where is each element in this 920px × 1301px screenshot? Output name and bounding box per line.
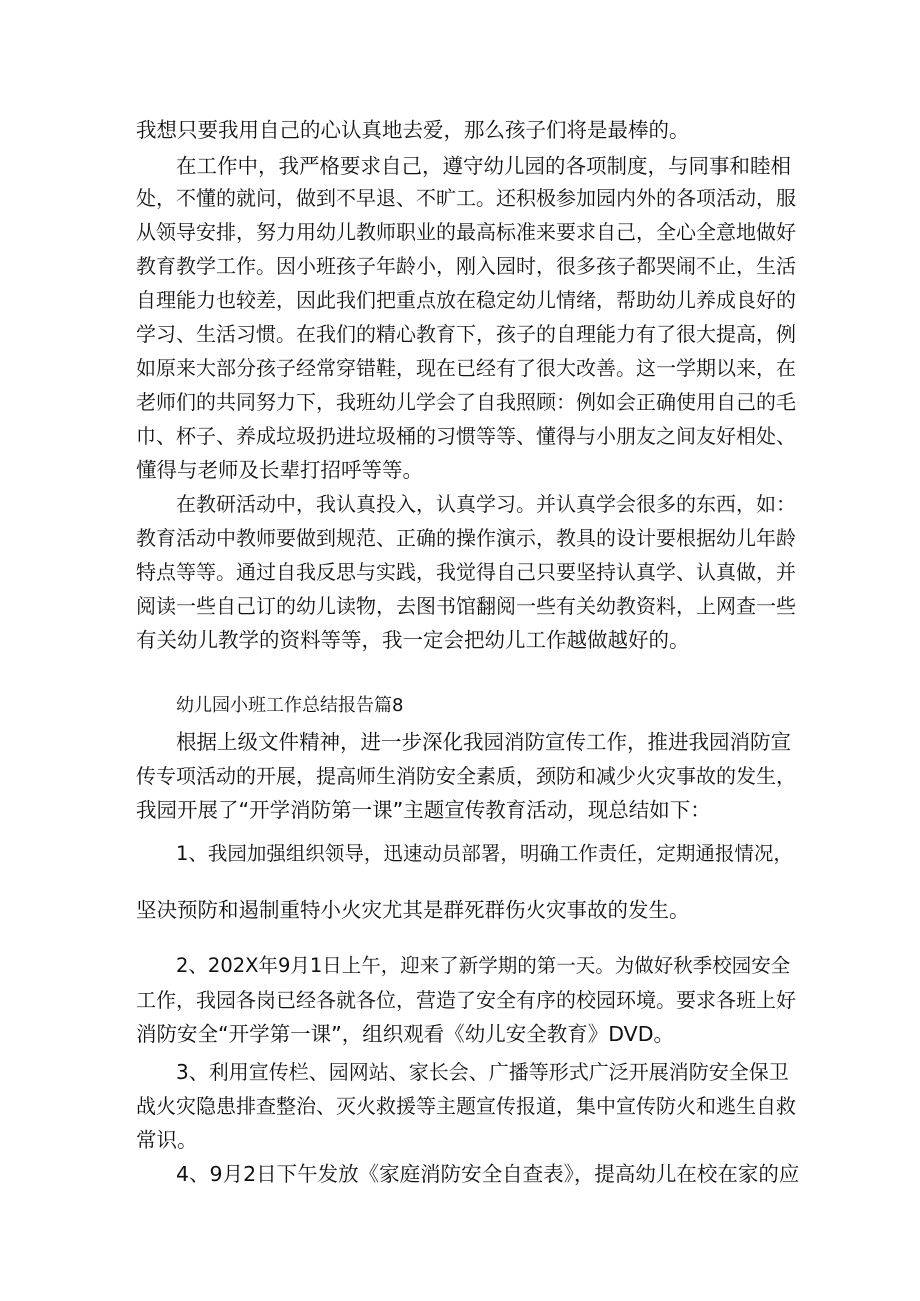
- list-item-line: 常识。: [136, 1128, 198, 1152]
- section-title: 幼儿园小班工作总结报告篇8: [176, 695, 404, 716]
- paragraph-line: 根据上级文件精神，进一步深化我园消防宣传工作，推进我园消防宣: [176, 730, 791, 754]
- paragraph-line: 如原来大部分孩子经常穿错鞋，现在已经有了很大改善。这一学期以来，在: [136, 356, 796, 380]
- paragraph-line: 自理能力也较差，因此我们把重点放在稳定幼儿情绪，帮助幼儿养成良好的: [136, 288, 796, 312]
- paragraph-line: 在工作中，我严格要求自己，遵守幼儿园的各项制度，与同事和睦相: [176, 154, 791, 178]
- paragraph-line: 巾、杯子、养成垃圾扔进垃圾桶的习惯等等、懂得与小朋友之间友好相处、: [136, 424, 796, 448]
- list-item-line: 4、9月2日下午发放《家庭消防安全自查表》，提高幼儿在校在家的应: [176, 1162, 800, 1186]
- paragraph-line: 学习、生活习惯。在我们的精心教育下，孩子的自理能力有了很大提高，例: [136, 322, 796, 346]
- paragraph-line: 我园开展了“开学消防第一课”主题宣传教育活动，现总结如下：: [136, 798, 711, 822]
- list-item-line: 战火灾隐患排查整治、灭火救援等主题宣传报道，集中宣传防火和逃生自救: [136, 1094, 796, 1118]
- paragraph-line: 我想只要我用自己的心认真地去爱，那么孩子们将是最棒的。: [136, 118, 690, 142]
- list-item-line: 1、我园加强组织领导，迅速动员部署，明确工作责任，定期通报情况，: [176, 842, 793, 865]
- list-item-line: 工作，我园各岗已经各就各位，营造了安全有序的校园环境。要求各班上好: [136, 988, 796, 1012]
- paragraph-line: 特点等等。通过自我反思与实践，我觉得自己只要坚持认真学、认真做，并: [136, 560, 796, 584]
- list-item-line: 3、利用宣传栏、园网站、家长会、广播等形式广泛开展消防安全保卫: [176, 1060, 789, 1084]
- list-item-line: 消防安全“开学第一课”，组织观看《幼儿安全教育》DVD。: [136, 1022, 674, 1046]
- paragraph-line: 有关幼儿教学的资料等等，我一定会把幼儿工作越做越好的。: [136, 628, 690, 652]
- paragraph-line: 在教研活动中，我认真投入，认真学习。并认真学会很多的东西，如：: [176, 492, 796, 516]
- paragraph-line: 懂得与老师及长辈打招呼等等。: [136, 458, 423, 482]
- paragraph-line: 教育活动中教师要做到规范、正确的操作演示，教具的设计要根据幼儿年龄: [136, 526, 796, 550]
- paragraph-line: 老师们的共同努力下，我班幼儿学会了自我照顾：例如会正确使用自己的毛: [136, 390, 796, 414]
- paragraph-line: 教育教学工作。因小班孩子年龄小，刚入园时，很多孩子都哭闹不止，生活: [136, 254, 796, 278]
- paragraph-line: 处，不懂的就问，做到不早退、不旷工。还积极参加园内外的各项活动，服: [136, 186, 796, 210]
- paragraph-line: 从领导安排，努力用幼儿教师职业的最高标准来要求自己，全心全意地做好: [136, 220, 796, 244]
- paragraph-line: 传专项活动的开展，提高师生消防安全素质，颈防和减少火灾事故的发生，: [136, 764, 796, 788]
- list-item-line: 2、202X年9月1日上午，迎来了新学期的第一天。为做好秋季校园安全: [176, 954, 791, 977]
- paragraph-line: 阅读一些自己订的幼儿读物，去图书馆翻阅一些有关幼教资料，上网查一些: [136, 594, 796, 618]
- list-item-line: 坚决预防和遏制重特小火灾尤其是群死群伤火灾事故的发生。: [136, 898, 690, 922]
